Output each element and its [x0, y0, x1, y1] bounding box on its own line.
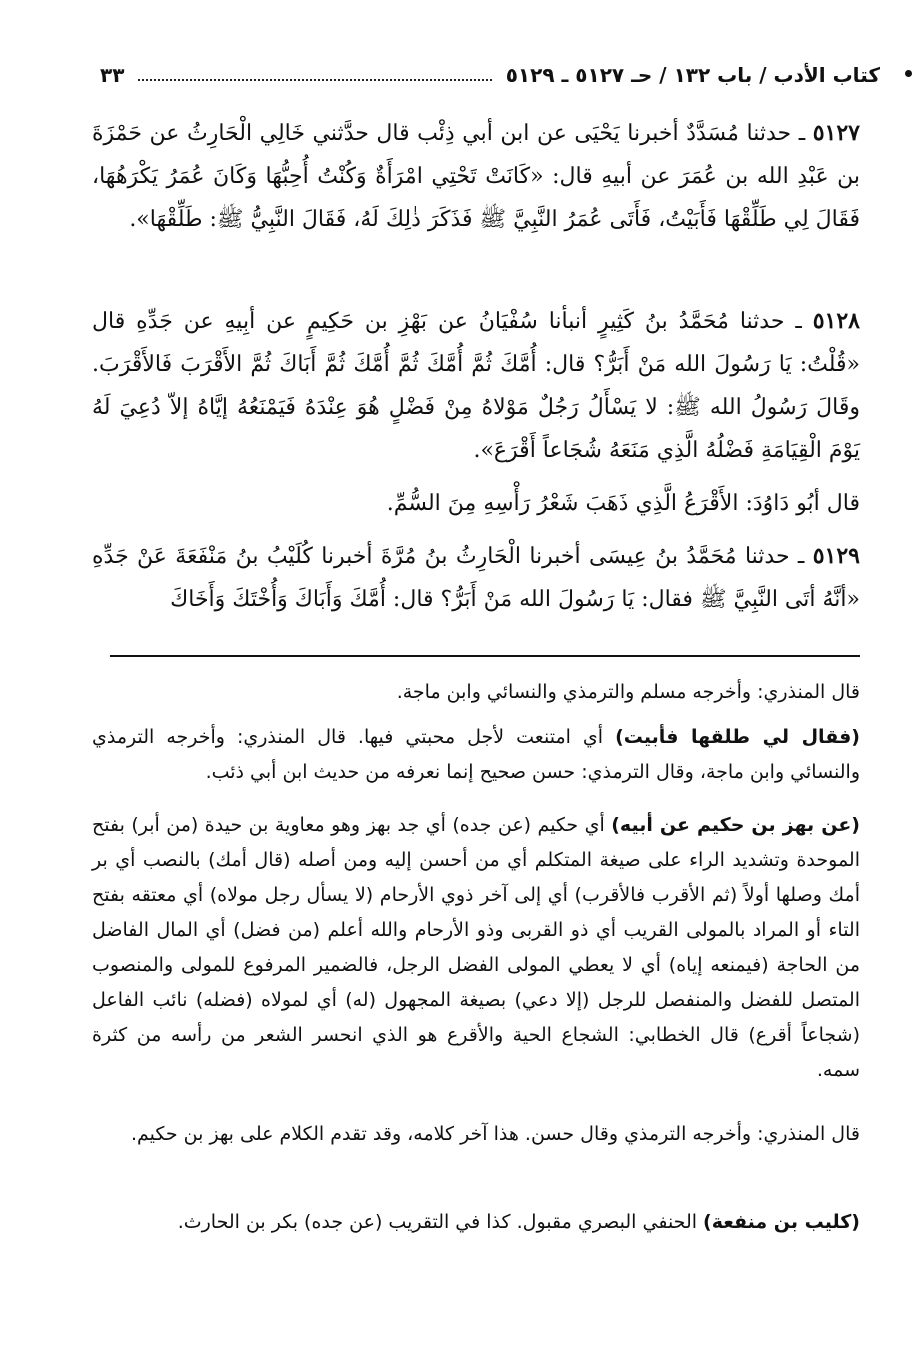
hadith-5128: [92, 300, 860, 472]
commentary-text: أي امتنعت لأجل محبتي فيها. قال المنذري: وأخرجه الترمذي والنسائي وابن ماجة، وقال الترمذي: حسن صحيح إنما نعرفه من حديث ابن أبي ذئب.: [92, 726, 860, 783]
hadith-number: ٥١٢٧: [812, 120, 860, 146]
abu-dawud-note: [92, 482, 860, 525]
hadith-5129: [92, 535, 860, 621]
commentary-text: الحنفي البصري مقبول. كذا في التقريب (عن جده) بكر بن الحارث.: [177, 1211, 704, 1233]
commentary-para: [92, 1205, 860, 1240]
footnote-separator: [110, 655, 860, 657]
commentary-para: [92, 675, 860, 710]
commentary-para: [92, 808, 860, 1088]
running-header: [100, 55, 880, 95]
page-number: ٣٣: [100, 63, 125, 87]
commentary-para: [92, 1117, 860, 1152]
commentary-text: قال المنذري: وأخرجه مسلم والترمذي والنسائي وابن ماجة.: [396, 681, 860, 703]
commentary-lemma: (عن بهز بن حكيم عن أبيه): [611, 814, 860, 836]
note-text: قال أبُو دَاوُدَ: الأَقْرَعُ الَّذِي ذَهَبَ شَعْرُ رَأْسِهِ مِنَ السُّمِّ.: [386, 491, 860, 516]
header-title: كتاب الأدب / باب ١٣٢ / حـ ٥١٢٧ ـ ٥١٢٩: [505, 63, 880, 87]
hadith-text: ـ حدثنا مُحَمَّدُ بنُ عِيسَى أخبرنا الْحَارِثُ بنُ مُرَّةَ أخبرنا كُلَيْبُ بنُ مَنْفَعَةَ عَنْ جَدِّهِ «أنَّهُ أتَى النَّبِيَّ ﷺ فقال: يَا رَسُولَ الله مَنْ أَبَرُّ؟ قال: أُمَّكَ وَأَبَاكَ وَأُخْتَكَ وَأَخَاكَ: [92, 544, 860, 612]
dotted-leader: [138, 69, 491, 81]
hadith-number: ٥١٢٩: [812, 543, 860, 569]
commentary-text: قال المنذري: وأخرجه الترمذي وقال حسن. هذا آخر كلامه، وقد تقدم الكلام على بهز بن حكيم.: [130, 1123, 860, 1145]
hadith-text: ـ حدثنا مُسَدَّدٌ أخبرنا يَحْيَى عن ابن أبي ذِئْب قال حدَّثني خَالِي الْحَارِثُ عن حَمْزَةَ بن عَبْدِ الله بن عُمَرَ عن أبيهِ قال: «كَانَتْ تَحْتِي امْرَأَةٌ وَكُنْتُ أُحِبُّهَا وَكَانَ عُمَرُ يَكْرَهُهَا، فَقَالَ لِي طَلِّقْهَا فَأَبَيْتُ، فَأَتَى عُمَرُ النَّبِيَّ ﷺ فَذَكَرَ ذٰلِكَ لَهُ، فَقَالَ النَّبِيُّ ﷺ: طَلِّقْهَا».: [92, 121, 860, 232]
hadith-5127: [92, 112, 860, 241]
commentary-lemma: (فقال لي طلقها فأبيت): [615, 726, 860, 748]
commentary-text: أي حكيم (عن جده) أي جد بهز وهو معاوية بن حيدة (من أبر) بفتح الموحدة وتشديد الراء على صيغة المتكلم أي من أحسن إليه ومن أصله (قال أمك) بالنصب أي بر أمك وصلها أولاً (ثم الأقرب فالأقرب) أي إلى آخر ذوي الأرحام (لا يسأل رجل مولاه) أي معتقه بفتح التاء أو المراد بالمولى القريب أي ذو القربى وذو الأرحام والله أعلم (من فضل) أي المال الفاضل من الحاجة (فيمنعه إياه) أي لا يعطي المولى الفضل الرجل، فالضمير المرفوع للمولى والمنصوب المتصل للفضل والمنفصل للرجل (إلا دعي) بصيغة المجهول (له) أي لمولاه (فضله) نائب الفاعل (شجاعاً أقرع) قال الخطابي: الشجاع الحية والأقرع هو الذي انحسر الشعر من رأسه من كثرة سمه.: [92, 814, 860, 1081]
commentary-lemma: (كليب بن منفعة): [703, 1211, 860, 1233]
hadith-number: ٥١٢٨: [812, 308, 860, 334]
margin-dot: [905, 70, 912, 77]
commentary-para: [92, 720, 860, 790]
hadith-text: ـ حدثنا مُحَمَّدُ بنُ كَثِيرٍ أنبأنا سُفْيَانُ عن بَهْزِ بن حَكِيمٍ عن أبِيهِ عن جَدِّهِ قال «قُلْتُ: يَا رَسُولَ الله مَنْ أَبَرُّ؟ قال: أُمَّكَ ثُمَّ أُمَّكَ ثُمَّ أُمَّكَ ثُمَّ أَبَاكَ ثُمَّ الأَقْرَبَ فَالأَقْرَبَ. وقَالَ رَسُولُ الله ﷺ: لا يَسْأَلُ رَجُلٌ مَوْلاهُ مِنْ فَضْلٍ هُوَ عِنْدَهُ فَيَمْنَعُهُ إيَّاهُ إلاّ دُعِيَ لَهُ يَوْمَ الْقِيَامَةِ فَضْلُهُ الَّذِي مَنَعَهُ شُجَاعاً أَقْرَعَ».: [92, 309, 860, 463]
